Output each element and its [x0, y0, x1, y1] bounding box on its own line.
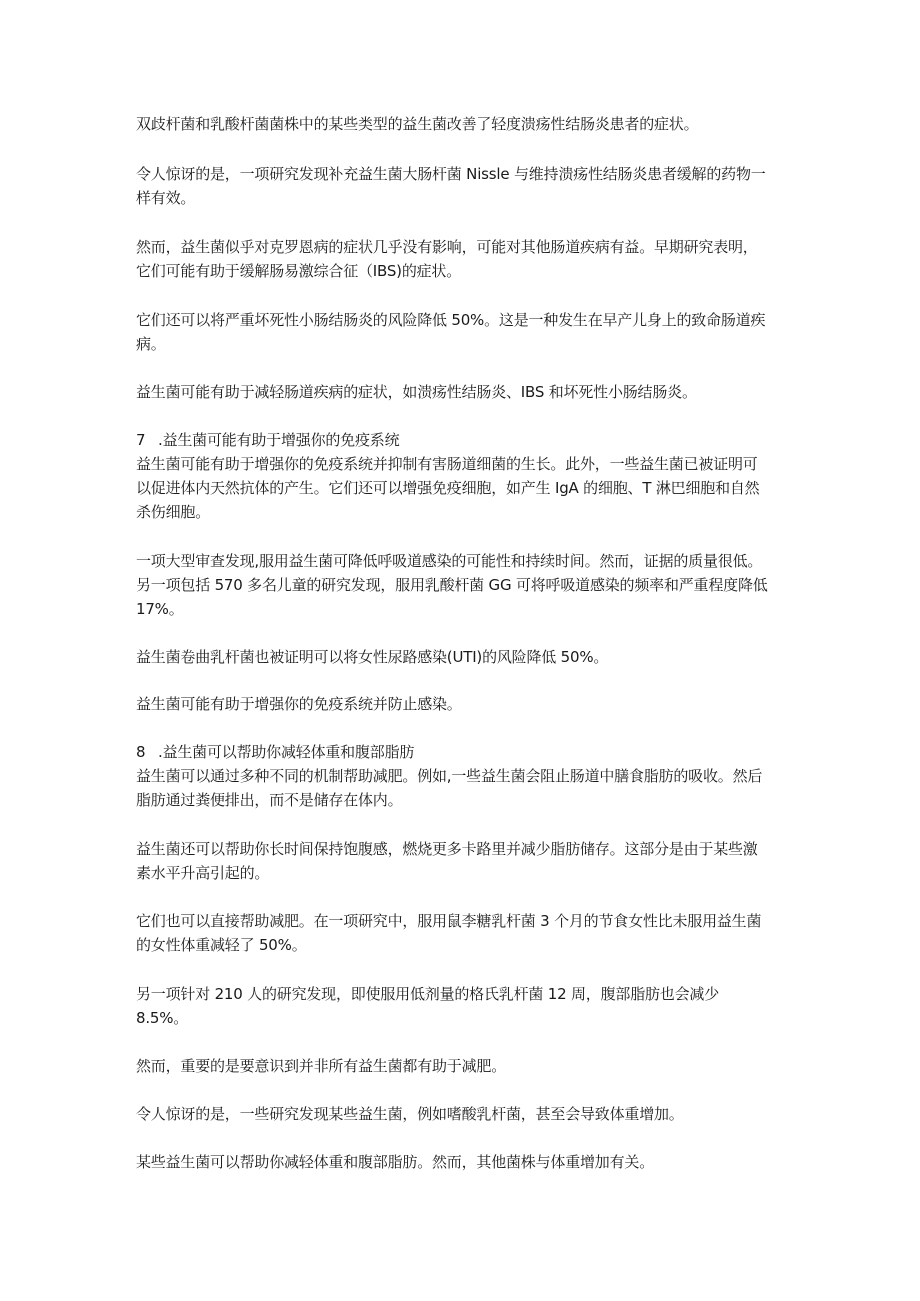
- paragraph-line: 益生菌可能有助于增强你的免疫系统并抑制有害肠道细菌的生长。此外，一些益生菌已被证明可: [136, 455, 758, 473]
- paragraph-line: 它们也可以直接帮助减肥。在一项研究中，服用鼠李糖乳杆菌 3 个月的节食女性比未服用益生菌: [136, 912, 762, 930]
- paragraph-line: 脂肪通过粪便排出，而不是储存在体内。: [136, 791, 403, 809]
- paragraph-line: 8.5%。: [136, 1009, 189, 1027]
- paragraph-line: 益生菌可能有助于减轻肠道疾病的症状，如溃疡性结肠炎、IBS 和坏死性小肠结肠炎。: [136, 383, 697, 401]
- paragraph-line: 样有效。: [136, 189, 196, 207]
- paragraph-line: 益生菌可以通过多种不同的机制帮助减肥。例如,一些益生菌会阻止肠道中膳食脂肪的吸收。然后: [136, 767, 763, 785]
- paragraph-line: 某些益生菌可以帮助你减轻体重和腹部脂肪。然而，其他菌株与体重增加有关。: [136, 1153, 655, 1171]
- paragraph-line: 病。: [136, 335, 166, 353]
- paragraph-line: 另一项针对 210 人的研究发现，即使服用低剂量的格氏乳杆菌 12 周，腹部脂肪也会减少: [136, 985, 719, 1003]
- paragraph-line: 素水平升高引起的。: [136, 864, 270, 882]
- section-number: 8: [136, 743, 146, 761]
- paragraph-line: 另一项包括 570 多名儿童的研究发现，服用乳酸杆菌 GG 可将呼吸道感染的频率和严重程度降低: [136, 576, 768, 594]
- section-number: 7: [136, 431, 146, 449]
- paragraph-line: 益生菌还可以帮助你长时间保持饱腹感，燃烧更多卡路里并减少脂肪储存。这部分是由于某些激: [136, 840, 758, 858]
- paragraph-line: 令人惊讶的是，一些研究发现某些益生菌，例如嗜酸乳杆菌，甚至会导致体重增加。: [136, 1105, 684, 1123]
- paragraph-line: 它们还可以将严重坏死性小肠结肠炎的风险降低 50%。这是一种发生在早产儿身上的致命肠道疾: [136, 311, 766, 329]
- paragraph-line: 17%。: [136, 600, 184, 618]
- paragraph-line: 以促进体内天然抗体的产生。它们还可以增强免疫细胞，如产生 IgA 的细胞、T 淋巴细胞和自然: [136, 479, 760, 497]
- section-title: .益生菌可以帮助你减轻体重和腹部脂肪: [158, 743, 415, 761]
- paragraph-line: 的女性体重减轻了 50%。: [136, 936, 307, 954]
- paragraph-line: 然而，益生菌似乎对克罗恩病的症状几乎没有影响，可能对其他肠道疾病有益。早期研究表明，: [136, 238, 758, 256]
- section-title: .益生菌可能有助于增强你的免疫系统: [158, 431, 400, 449]
- paragraph-line: 它们可能有助于缓解肠易激综合征（IBS)的症状。: [136, 262, 462, 280]
- paragraph-line: 一项大型审查发现,服用益生菌可降低呼吸道感染的可能性和持续时间。然而，证据的质量很低。: [136, 552, 763, 570]
- paragraph-line: 双歧杆菌和乳酸杆菌菌株中的某些类型的益生菌改善了轻度溃疡性结肠炎患者的症状。: [136, 115, 699, 133]
- paragraph-line: 令人惊讶的是，一项研究发现补充益生菌大肠杆菌 Nissle 与维持溃疡性结肠炎患者缓解的药物一: [136, 165, 766, 183]
- section-heading: [136, 742, 796, 762]
- section-heading: [136, 430, 796, 450]
- paragraph-line: 然而，重要的是要意识到并非所有益生菌都有助于减肥。: [136, 1057, 507, 1075]
- paragraph-line: 益生菌卷曲乳杆菌也被证明可以将女性尿路感染(UTI)的风险降低 50%。: [136, 648, 609, 666]
- paragraph-line: 益生菌可能有助于增强你的免疫系统并防止感染。: [136, 695, 462, 713]
- paragraph-line: 杀伤细胞。: [136, 503, 211, 521]
